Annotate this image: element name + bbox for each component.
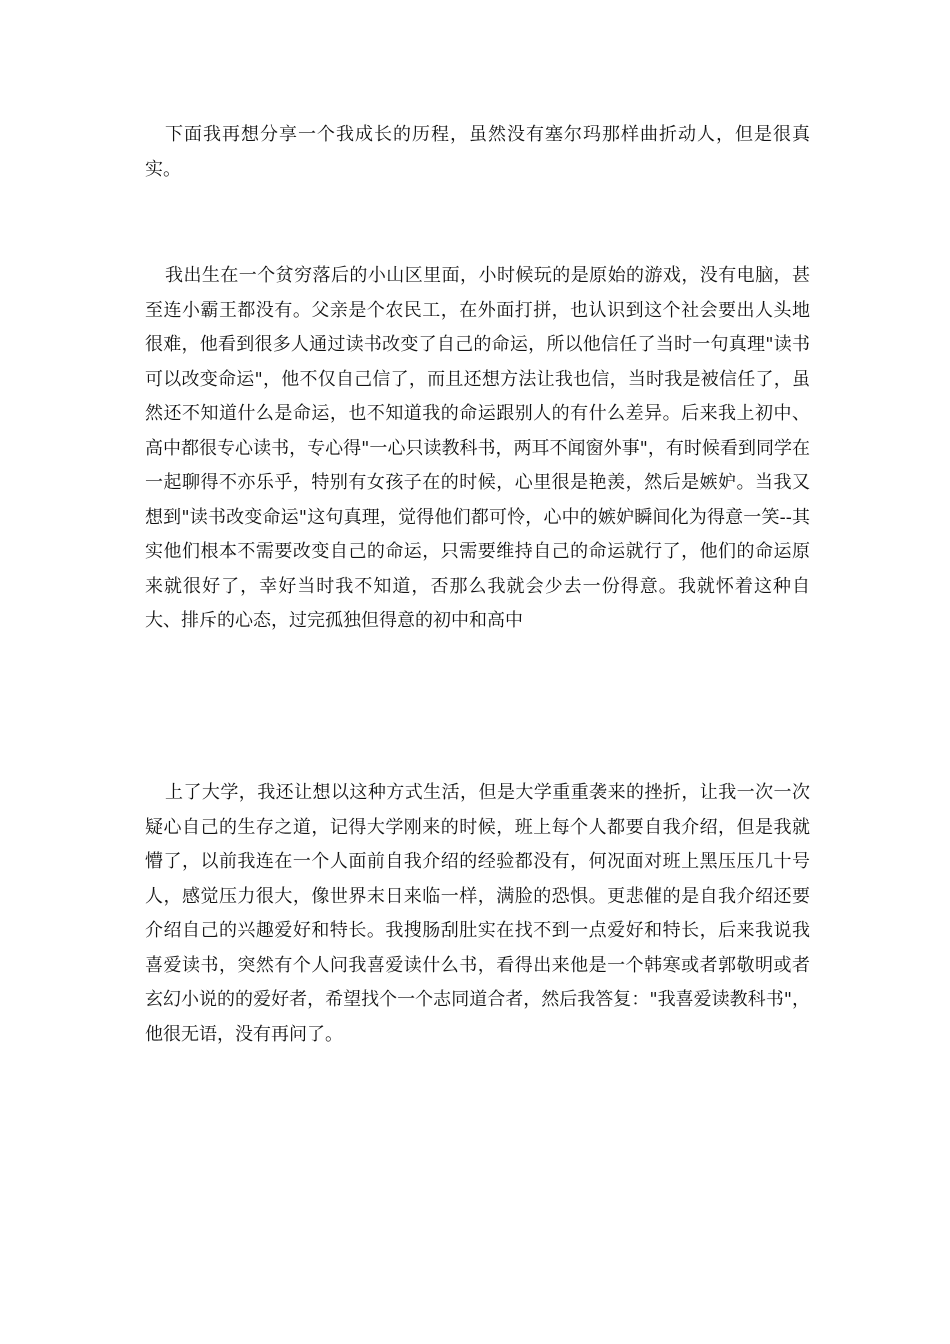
paragraph-university: 上了大学，我还让想以这种方式生活，但是大学重重袭来的挫折，让我一次一次疑心自己的生存之道，记得大学刚来的时候，班上每个人都要自我介绍，但是我就懵了，以前我连在一个人面前自我介绍的经验都没有，何况面对班上黑压压几十号人，感觉压力很大，像世界末日来临一样，满脸的恐惧。更悲催的是自我介绍还要介绍自己的兴趣爱好和特长。我搜肠刮肚实在找不到一点爱好和特长，后来我说我喜爱读书，突然有个人问我喜爱读什么书，看得出来他是一个韩寒或者郭敬明或者玄幻小说的的爱好者，希望找个一个志同道合者，然后我答复："我喜爱读教科书"，他很无语，没有再问了。	[145, 782, 810, 1045]
paragraph-childhood: 我出生在一个贫穷落后的小山区里面，小时候玩的是原始的游戏，没有电脑，甚至连小霸王都没有。父亲是个农民工，在外面打拼，也认识到这个社会要出人头地很难，他看到很多人通过读书改变了自己的命运，所以他信任了当时一句真理"读书可以改变命运"，他不仅自己信了，而且还想方法让我也信，当时我是被信任了，虽然还不知道什么是命运，也不知道我的命运跟别人的有什么差异。后来我上初中、高中都很专心读书，专心得"一心只读教科书，两耳不闻窗外事"，有时候看到同学在一起聊得不亦乐乎，特别有女孩子在的时候，心里很是艳羡，然后是嫉妒。当我又想到"读书改变命运"这句真理，觉得他们都可怜，心中的嫉妒瞬间化为得意一笑--其实他们根本不需要改变自己的命运，只需要维持自己的命运就行了，他们的命运原来就很好了，幸好当时我不知道，否那么我就会少去一份得意。我就怀着这种自大、排斥的心态，过完孤独但得意的初中和高中	[145, 265, 810, 631]
paragraph-growth-intro: 下面我再想分享一个我成长的历程，虽然没有塞尔玛那样曲折动人，但是很真实。	[145, 124, 810, 180]
